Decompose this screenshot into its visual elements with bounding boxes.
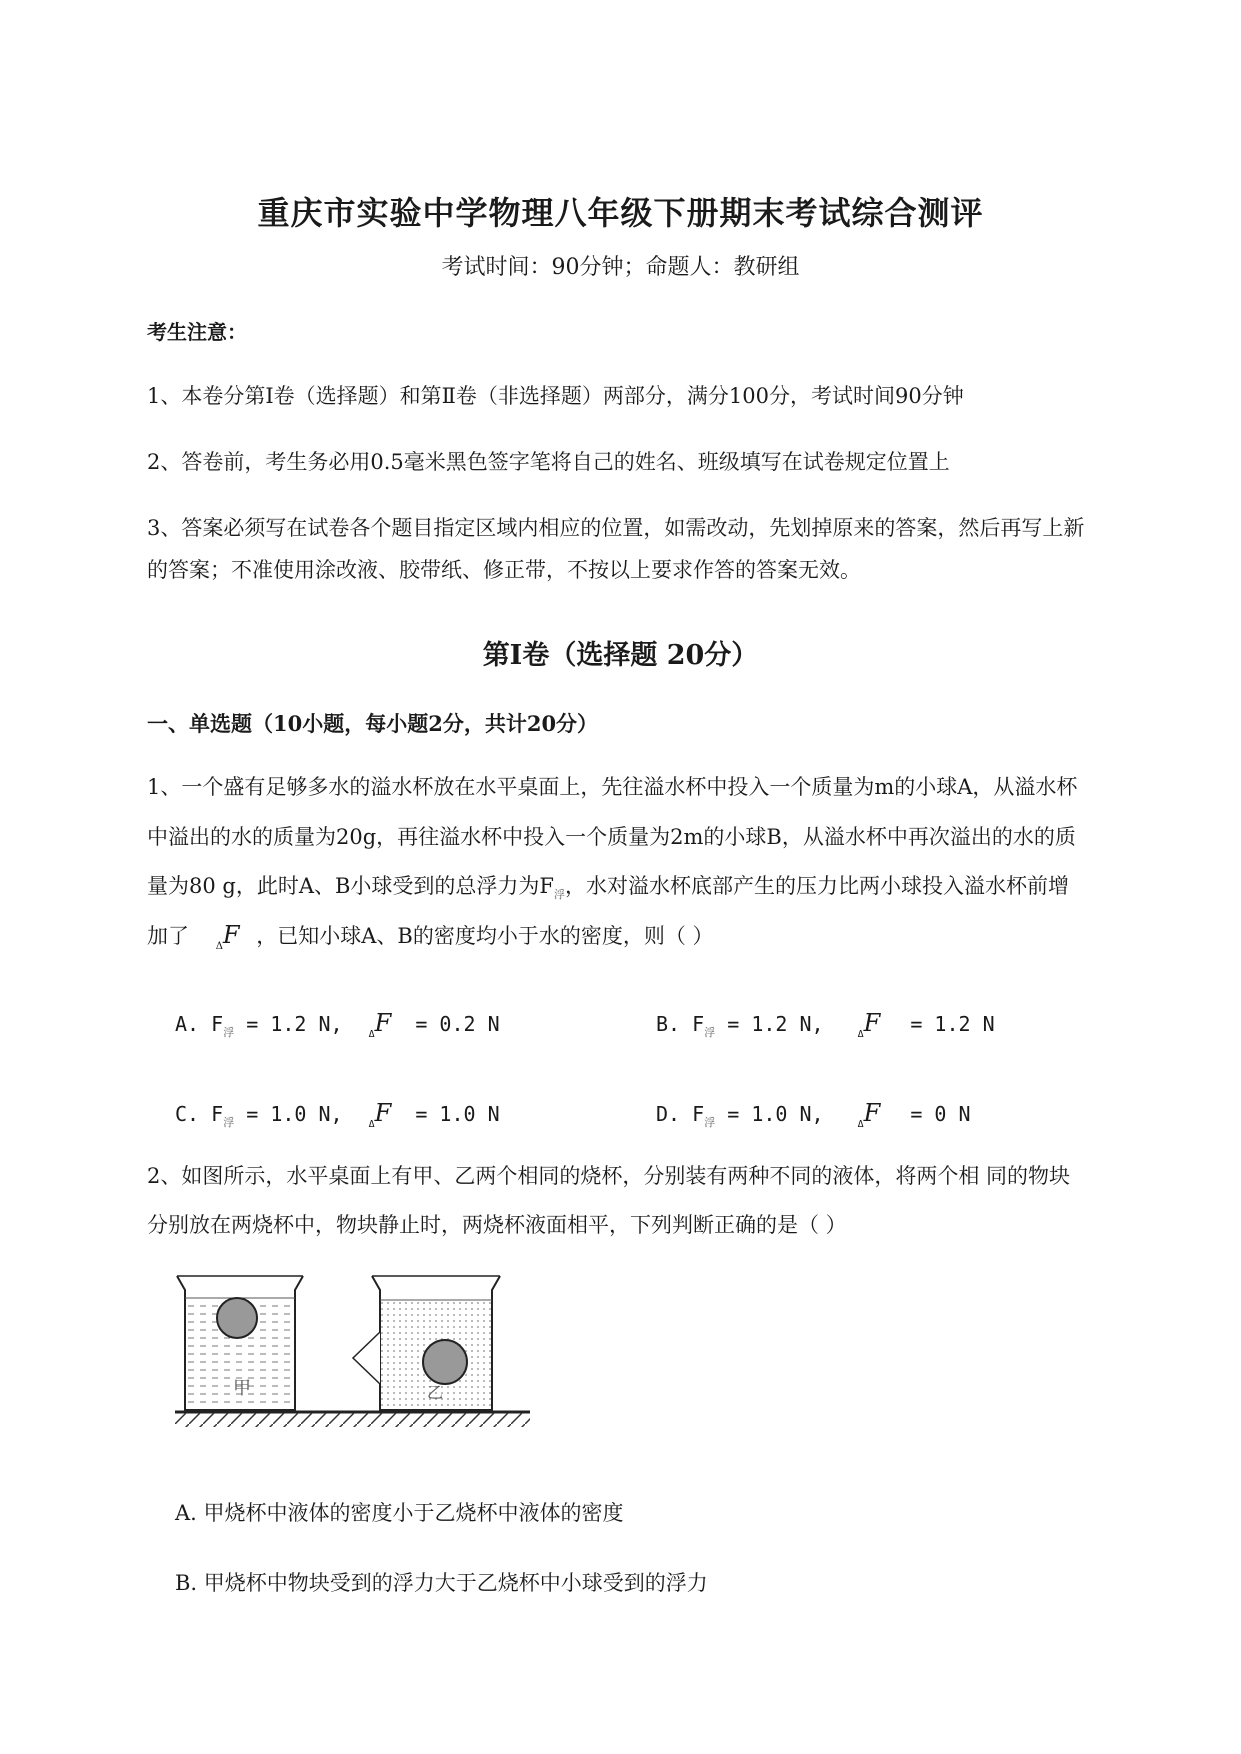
q2-line-1: 2、如图所示，水平桌面上有甲、乙两个相同的烧杯，分别装有两种不同的液体，将两个相 同的物块 <box>147 1164 1071 1188</box>
notice-item-1: 1、本卷分第I卷（选择题）和第Ⅱ卷（非选择题）两部分，满分100分，考试时间90分钟 <box>147 384 964 408</box>
option-delta-f: F <box>863 1099 881 1127</box>
q1-line-3 <box>147 870 1069 900</box>
option-delta: Δ <box>857 1119 864 1130</box>
q1-option-a[interactable] <box>175 1009 500 1040</box>
q1-line-2: 中溢出的水的质量为20g，再往溢水杯中投入一个质量为2m的小球B，从溢水杯中再次溢出的水的质 <box>147 825 1076 849</box>
q1-line-3-text: 量为80 g，此时A、B小球受到的总浮力为F <box>147 874 555 898</box>
floating-ball-icon <box>217 1298 257 1338</box>
notice-item-3: 3、答案必须写在试卷各个题目指定区域内相应的位置，如需改动，先划掉原来的答案，然后再写上新 <box>147 516 1085 540</box>
option-label: D. <box>656 1102 681 1126</box>
option-f-value: = 1.0 N, <box>246 1102 343 1126</box>
option-f: F <box>211 1012 224 1036</box>
option-f-sub: 浮 <box>223 1116 235 1129</box>
option-delta-f: F <box>863 1009 881 1037</box>
option-f: F <box>211 1102 224 1126</box>
option-label: C. <box>175 1102 200 1126</box>
beakers-figure <box>175 1270 535 1450</box>
float-subscript: 浮 <box>554 888 566 901</box>
option-f-sub: 浮 <box>704 1116 716 1129</box>
option-f-value: = 1.2 N, <box>727 1012 824 1036</box>
q2-line-2: 分别放在两烧杯中，物块静止时，两烧杯液面相平，下列判断正确的是（ ） <box>147 1213 847 1237</box>
q1-line-4-rest: ，已知小球A、B的密度均小于水的密度，则（ ） <box>256 924 714 948</box>
option-delta-f: F <box>374 1009 392 1037</box>
notice-item-3-cont: 的答案；不准使用涂改液、胶带纸、修正带，不按以上要求作答的答案无效。 <box>147 558 861 582</box>
option-f-sub: 浮 <box>704 1026 716 1039</box>
q1-line-4 <box>147 920 714 950</box>
notice-item-2: 2、答卷前，考生务必用0.5毫米黑色签字笔将自己的姓名、班级填写在试卷规定位置上 <box>147 450 950 474</box>
option-delta-value: = 0 N <box>910 1102 971 1126</box>
q1-option-b[interactable] <box>656 1009 995 1040</box>
label-yi: 乙 <box>427 1383 444 1402</box>
q2-option-a[interactable]: A. 甲烧杯中液体的密度小于乙烧杯中液体的密度 <box>175 1501 624 1525</box>
option-f-value: = 1.0 N, <box>727 1102 824 1126</box>
notice-heading: 考生注意： <box>147 320 247 344</box>
q2-option-b[interactable]: B. 甲烧杯中物块受到的浮力大于乙烧杯中小球受到的浮力 <box>175 1571 708 1595</box>
exam-info: 考试时间：90分钟；命题人：教研组 <box>441 255 800 280</box>
delta-symbol: Δ <box>215 941 223 952</box>
option-delta: Δ <box>368 1029 375 1040</box>
q1-option-d[interactable] <box>656 1099 971 1130</box>
option-f-sub: 浮 <box>223 1026 235 1039</box>
option-delta-value: = 1.0 N <box>415 1102 500 1126</box>
option-label: A. <box>175 1012 200 1036</box>
section-title: 第I卷（选择题 20分） <box>482 640 759 671</box>
q1-line-3-rest: ，水对溢水杯底部产生的压力比两小球投入溢水杯前增 <box>565 874 1070 898</box>
option-delta: Δ <box>857 1029 864 1040</box>
label-jia: 甲 <box>233 1378 251 1399</box>
option-delta-value: = 1.2 N <box>910 1012 995 1036</box>
option-delta-f: F <box>374 1099 392 1127</box>
q1-line-1: 1、一个盛有足够多水的溢水杯放在水平桌面上，先往溢水杯中投入一个质量为m的小球A，从溢水杯 <box>147 775 1078 799</box>
option-f: F <box>692 1102 705 1126</box>
q1-option-c[interactable] <box>175 1099 500 1130</box>
q1-line-4-text: 加了 <box>147 924 189 948</box>
option-label: B. <box>656 1012 681 1036</box>
suspended-ball-icon <box>423 1340 467 1384</box>
group-heading: 一、单选题（10小题，每小题2分，共计20分） <box>147 711 599 736</box>
f-symbol: F <box>222 921 240 949</box>
option-f: F <box>692 1012 705 1036</box>
option-delta-value: = 0.2 N <box>415 1012 500 1036</box>
option-delta: Δ <box>368 1119 375 1130</box>
page-title: 重庆市实验中学物理八年级下册期末考试综合测评 <box>257 194 984 232</box>
option-f-value: = 1.2 N, <box>246 1012 343 1036</box>
